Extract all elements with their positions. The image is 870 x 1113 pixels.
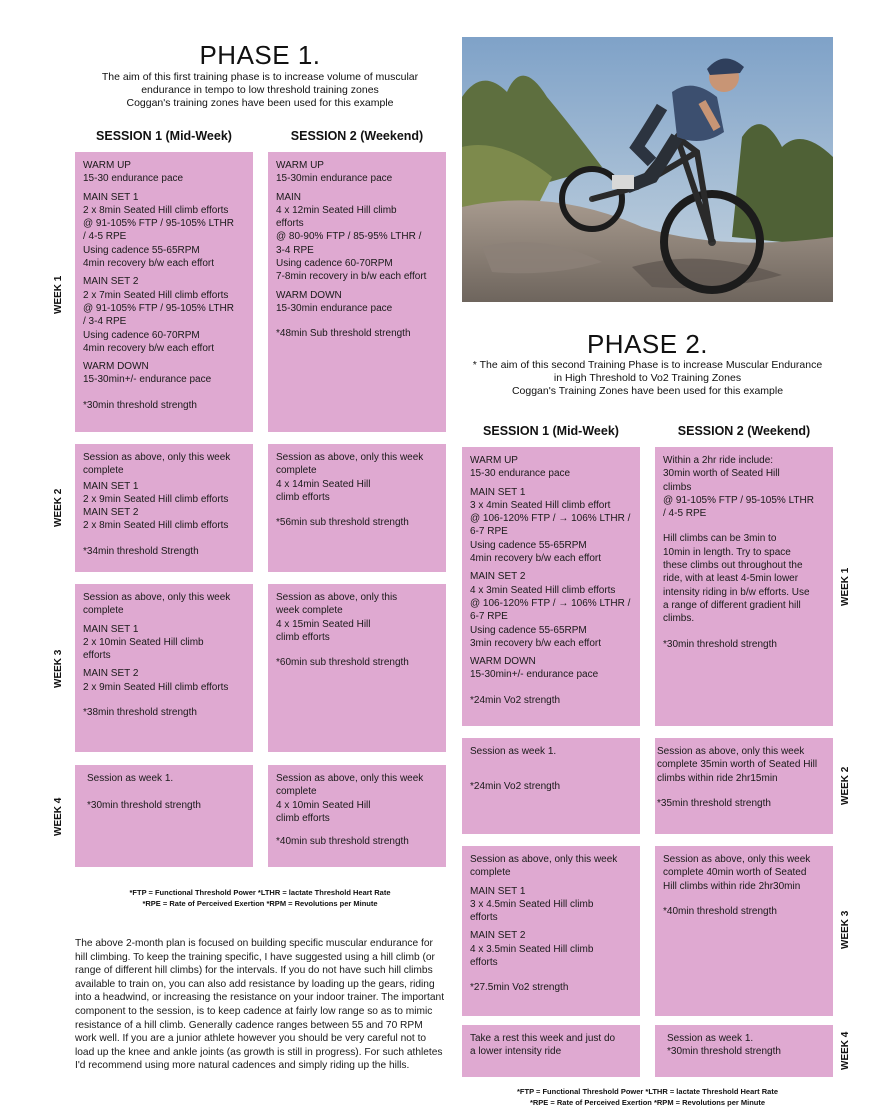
strength-note: *56min sub threshold strength (276, 517, 409, 529)
photo-illustration (462, 37, 833, 302)
phase2-week4-session2 (655, 1025, 833, 1077)
text-block: WARM DOWN 15-30min+/- endurance pace (470, 656, 599, 681)
phase1-intro: The aim of this first training phase is to increase volume of muscular endurance in tempo to low threshold training zones Coggan's training zones have been used for this example (101, 71, 419, 109)
phase1-week3-session2 (268, 584, 446, 752)
strength-note: *34min threshold Strength (83, 545, 199, 557)
phase1-week2-label: WEEK 2 (53, 488, 64, 527)
text-block: MAIN 4 x 12min Seated Hill climb efforts @ 80-90% FTP / 85-95% LTHR / 3-4 RPE Using cadence 60-70RPM 7-8min recovery in b/w each effort (276, 191, 427, 283)
strength-note: *60min sub threshold strength (276, 657, 409, 669)
text-block: WARM DOWN 15-30min+/- endurance pace (83, 361, 212, 386)
strength-note: *27.5min Vo2 strength (470, 982, 569, 994)
text-block: Session as week 1. *30min threshold strength (667, 1033, 781, 1058)
phase2-intro: * The aim of this second Training Phase is to increase Muscular Endurance in High Threshold to Vo2 Training Zones Coggan's Training Zones have been used for this example (472, 359, 823, 397)
text-block: MAIN SET 1 3 x 4.5min Seated Hill climb efforts (470, 885, 594, 924)
text-block: MAIN SET 1 3 x 4min Seated Hill climb effort @ 106-120% FTP / → 106% LTHR / 6-7 RPE Using cadence 55-65RPM 4min recovery b/w each effort (470, 486, 631, 565)
text-block: Session as week 1. (87, 773, 174, 784)
phase1-session1-heading: SESSION 1 (Mid-Week) (96, 129, 232, 143)
phase1-week2-session1 (75, 444, 253, 572)
phase2-week4-label: WEEK 4 (840, 1031, 851, 1070)
strength-note: *30min threshold strength (83, 399, 197, 411)
legend-line: *FTP = Functional Threshold Power *LTHR = lactate Threshold Heart Rate (129, 888, 391, 897)
text-block: Session as week 1. (470, 746, 557, 757)
text-block: MAIN SET 2 4 x 3.5min Seated Hill climb efforts (470, 930, 594, 969)
mountain-biker-photo (462, 37, 833, 302)
text-block: Session as above, only this week complete 40min worth of Seated Hill climbs within ride 2hr30min (663, 854, 811, 892)
text-block: MAIN SET 1 2 x 9min Seated Hill climb efforts MAIN SET 2 2 x 8min Seated Hill climb efforts (83, 480, 229, 532)
text-block: MAIN SET 2 2 x 7min Seated Hill climb efforts @ 91-105% FTP / 95-105% LTHR / 3-4 RPE Using cadence 60-70RPM 4min recovery b/w each effort (83, 276, 234, 354)
text-block: Session as above, only this week complete 4 x 14min Seated Hill climb efforts (276, 452, 424, 503)
phase1-week1-label: WEEK 1 (53, 275, 64, 314)
text-block: Take a rest this week and just do a lower intensity ride (470, 1033, 616, 1058)
text-block: WARM DOWN 15-30min endurance pace (276, 289, 393, 314)
phase1-week1-session2 (268, 152, 446, 432)
phase2-title: PHASE 2. (586, 329, 709, 359)
phase2-week1-label: WEEK 1 (840, 567, 851, 606)
phase2-week4-session1 (462, 1025, 640, 1077)
text-block: MAIN SET 1 2 x 10min Seated Hill climb efforts (83, 623, 204, 662)
strength-note: *40min threshold strength (663, 905, 777, 917)
phase2-week1-session1 (462, 447, 640, 726)
text-block: MAIN SET 1 2 x 8min Seated Hill climb efforts @ 91-105% FTP / 95-105% LTHR / 4-5 RPE Using cadence 55-65RPM 4min recovery b/w each effort (83, 191, 234, 270)
strength-note: *40min sub threshold strength (276, 836, 409, 848)
strength-note: *30min threshold strength (87, 800, 201, 812)
phase1-week4-session1 (75, 765, 253, 867)
text-block: Session as above, only this week complete (83, 452, 231, 477)
strength-note: *38min threshold strength (83, 707, 197, 719)
phase2-week1-session2 (655, 447, 833, 726)
strength-note: *24min Vo2 strength (470, 694, 561, 706)
text-block: Session as above, only this week complete (83, 592, 231, 617)
text-block: Session as above, only this week complete 4 x 10min Seated Hill climb efforts (276, 773, 424, 824)
text-block: WARM UP 15-30 endurance pace (83, 160, 184, 185)
phase1-week2-session2 (268, 444, 446, 572)
text-block: MAIN SET 2 2 x 9min Seated Hill climb efforts (83, 668, 229, 693)
strength-note: *24min Vo2 strength (470, 781, 561, 793)
phase1-body-paragraph: The above 2-month plan is focused on building specific muscular endurance for hill climbing. To keep the training specific, I have suggested using a hill climb (or range of different hill climbs) for the intervals. If you do not have such hill climbs available to train on, you can also add resistance by loading up the gears, riding into a headwind, or increasing the resistance on your indoor trainer. The important component to the session, is to keep cadence at fairly low range so as to mimic resistance of a hill climb. Generally cadence ranges between 55 and 70 RPM work well. If you are a junior athlete however you should be very careful not to load up the knee and ankle joints (as growth is still in progress). For such athletes I'd recommend using more natural cadences and simply riding up the hills. (75, 938, 445, 1072)
text-block: Session as above, only this week complete 35min worth of Seated Hill climbs within ride 2hr15min (657, 746, 818, 784)
phase1-session2-heading: SESSION 2 (Weekend) (290, 129, 424, 143)
text-block: WARM UP 15-30min endurance pace (276, 160, 393, 185)
text-block: Session as above, only this week complete (470, 854, 618, 879)
phase2-week3-label: WEEK 3 (840, 910, 851, 949)
legend-line: *FTP = Functional Threshold Power *LTHR = lactate Threshold Heart Rate (516, 1087, 779, 1096)
text-block: MAIN SET 2 4 x 3min Seated Hill climb efforts @ 106-120% FTP / → 106% LTHR / 6-7 RPE Using cadence 55-65RPM 3min recovery b/w each effort (470, 571, 631, 649)
text-block: Hill climbs can be 3min to 10min in length. Try to space these climbs out throughout the ride, with at least 4-5min lower intensity riding in b/w efforts. Use a range of different gradient hill climbs. (663, 533, 810, 625)
phase2-week2-label: WEEK 2 (840, 766, 851, 805)
phase1-week4-label: WEEK 4 (53, 797, 64, 836)
text-block: Within a 2hr ride include: 30min worth of Seated Hill climbs @ 91-105% FTP / 95-105% LTHR / 4-5 RPE (663, 455, 814, 520)
phase1-title: PHASE 1. (199, 40, 321, 70)
phase2-legend (462, 1086, 833, 1108)
phase1-week4-session2 (268, 765, 446, 867)
phase1-week3-label: WEEK 3 (53, 649, 64, 688)
text-block: Session as above, only this week complete 4 x 15min Seated Hill climb efforts (276, 592, 398, 643)
text-block: WARM UP 15-30 endurance pace (470, 455, 571, 480)
phase2-week2-session2 (655, 738, 833, 834)
phase2-session2-heading: SESSION 2 (Weekend) (677, 424, 811, 438)
phase1-week3-session1 (75, 584, 253, 752)
legend-line: *RPE = Rate of Perceived Exertion *RPM = Revolutions per Minute (142, 899, 378, 908)
strength-note: *30min threshold strength (663, 638, 777, 650)
legend-line: *RPE = Rate of Perceived Exertion *RPM = Revolutions per Minute (529, 1098, 766, 1107)
phase1-week1-session1 (75, 152, 253, 432)
phase1-legend (75, 887, 445, 909)
phase2-week3-session2 (655, 846, 833, 1016)
phase2-week2-session1 (462, 738, 640, 834)
strength-note: *48min Sub threshold strength (276, 328, 411, 340)
phase2-week3-session1 (462, 846, 640, 1016)
phase2-session1-heading: SESSION 1 (Mid-Week) (483, 424, 619, 438)
strength-note: *35min threshold strength (657, 797, 771, 809)
